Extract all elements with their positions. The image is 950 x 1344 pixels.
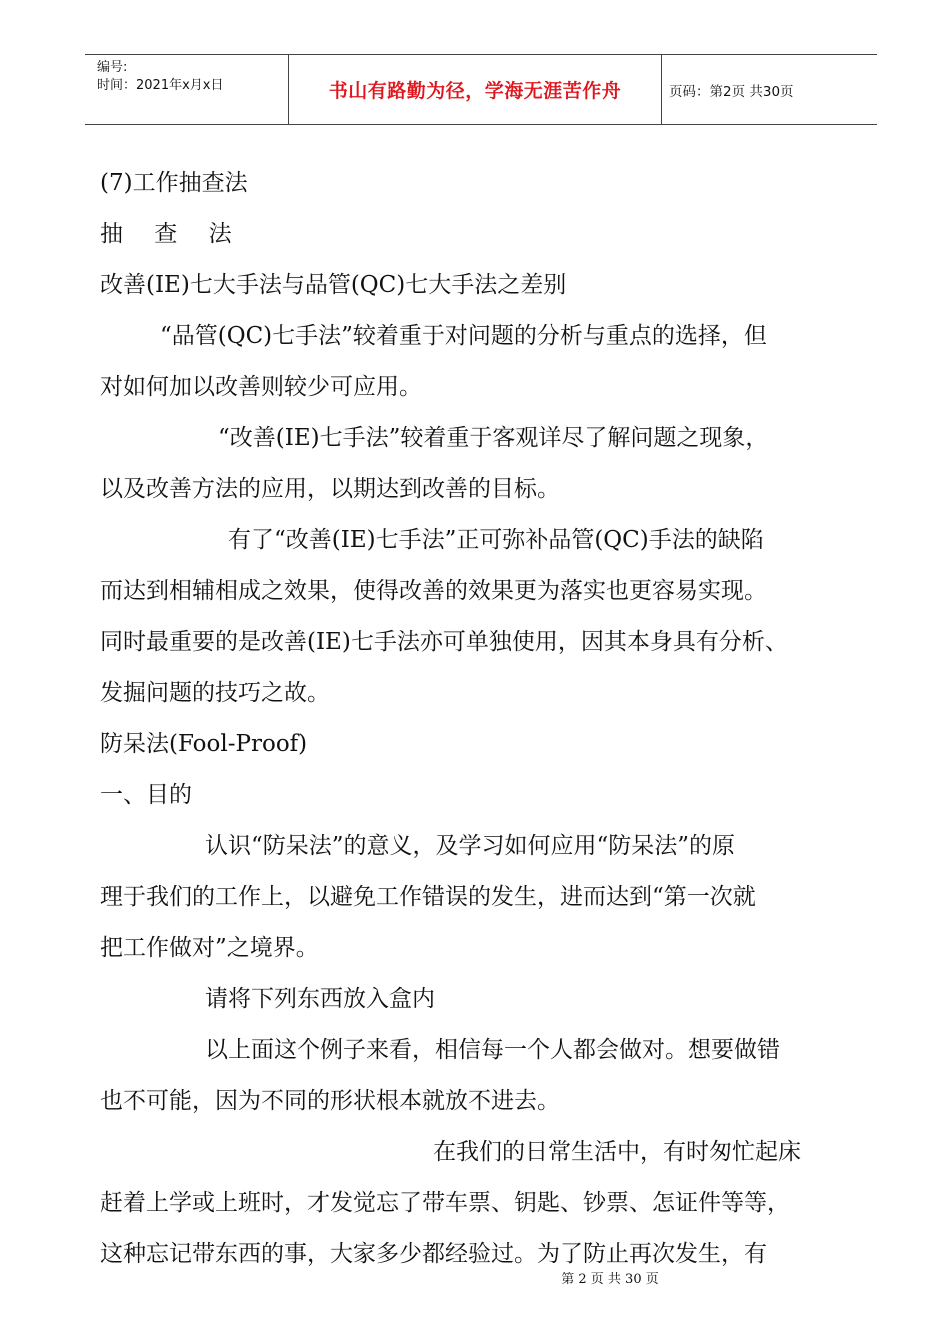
- paragraph-line: 认识“防呆法”的意义，及学习如何应用“防呆法”的原: [205, 833, 736, 859]
- paragraph-line: 以上面这个例子来看，相信每一个人都会做对。想要做错: [205, 1037, 780, 1063]
- paragraph-line: 而达到相辅相成之效果，使得改善的效果更为落实也更容易实现。: [100, 578, 767, 604]
- header-meta: [97, 59, 287, 95]
- section-heading: 一、目的: [100, 782, 192, 808]
- paragraph-line: 同时最重要的是改善(IE)七手法亦可单独使用，因其本身具有分析、: [100, 629, 788, 655]
- paragraph-line: 把工作做对”之境界。: [100, 935, 319, 961]
- paragraph-line: 也不可能，因为不同的形状根本就放不进去。: [100, 1088, 560, 1114]
- time-label: 时间：2021年x月x日: [97, 78, 224, 93]
- paragraph-line: 在我们的日常生活中，有时匆忙起床: [433, 1139, 801, 1165]
- paragraph-line: 赶着上学或上班时，才发觉忘了带车票、钥匙、钞票、怎证件等等，: [100, 1190, 790, 1216]
- paragraph-line: 发掘问题的技巧之故。: [100, 680, 330, 706]
- section-heading: 抽 查 法: [100, 221, 244, 247]
- page-header: [85, 54, 877, 125]
- paragraph-line: “改善(IE)七手法”较着重于客观详尽了解问题之现象，: [218, 425, 769, 451]
- header-page-info: 页码：第2页 共30页: [669, 83, 794, 100]
- document-body: [100, 158, 860, 1280]
- paragraph-line: 以及改善方法的应用，以期达到改善的目标。: [100, 476, 560, 502]
- header-motto: 书山有路勤为径，学海无涯苦作舟: [288, 55, 662, 124]
- page-footer: 第 2 页 共 30 页: [561, 1272, 659, 1287]
- paragraph-line: 有了“改善(IE)七手法”正可弥补品管(QC)手法的缺陷: [228, 527, 764, 553]
- section-heading: 防呆法(Fool-Proof): [100, 731, 308, 757]
- paragraph-line: 理于我们的工作上，以避免工作错误的发生，进而达到“第一次就: [100, 884, 756, 910]
- section-heading: 改善(IE)七大手法与品管(QC)七大手法之差别: [100, 272, 567, 298]
- paragraph-line: 对如何加以改善则较少可应用。: [100, 374, 422, 400]
- paragraph-line: 请将下列东西放入盒内: [205, 986, 435, 1012]
- section-heading: (7)工作抽查法: [100, 170, 248, 196]
- number-label: 编号:: [97, 60, 128, 75]
- paragraph-line: “品管(QC)七手法”较着重于对问题的分析与重点的选择，但: [160, 323, 767, 349]
- paragraph-line: 这种忘记带东西的事，大家多少都经验过。为了防止再次发生，有: [100, 1241, 767, 1267]
